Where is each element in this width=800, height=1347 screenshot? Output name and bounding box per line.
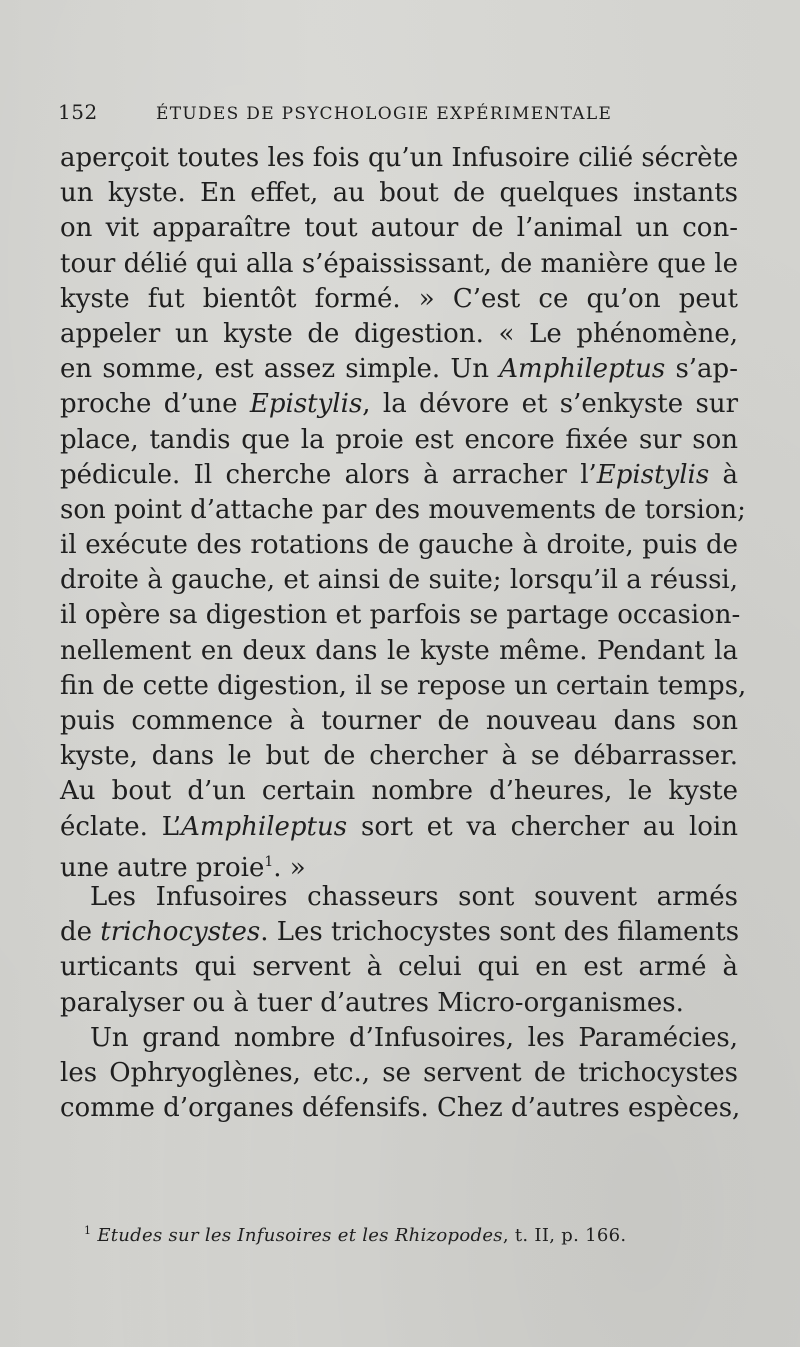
text-line: tour délié qui alla s’épaississant, de manière que le <box>60 248 738 279</box>
text-line: les Ophryoglènes, etc., se servent de trichocystes <box>60 1057 738 1088</box>
text-line: fin de cette digestion, il se repose un certain temps, <box>60 670 747 701</box>
footnote-title: Etudes sur les Infusoires et les Rhizopodes <box>97 1225 503 1246</box>
running-title: ÉTUDES DE PSYCHOLOGIE EXPÉRIMENTALE <box>156 104 613 124</box>
text-line: paralyser ou à tuer d’autres Micro-organismes. <box>60 987 684 1018</box>
text-line: un kyste. En effet, au bout de quelques instants <box>60 178 738 209</box>
text-line: Au bout d’un certain nombre d’heures, le kyste <box>60 776 738 807</box>
text-line: appeler un kyste de digestion. « Le phénomène, <box>60 318 738 349</box>
text-line: Les Infusoires chasseurs sont souvent armés <box>90 881 738 912</box>
text-line: éclate. L’Amphileptus sort et va chercher au loin <box>60 811 738 842</box>
text-line: en somme, est assez simple. Un Amphileptus s’ap- <box>60 354 738 385</box>
text-line: il opère sa digestion et parfois se partage occasion- <box>60 600 741 631</box>
text-line: urticants qui servent à celui qui en est armé à <box>60 952 738 983</box>
text-line: son point d’attache par des mouvements de torsion; <box>60 494 746 525</box>
text-line: kyste, dans le but de chercher à se débarrasser. <box>60 741 738 772</box>
text-line: une autre proie$^1$. » <box>60 852 306 883</box>
text-line: comme d’organes défensifs. Chez d’autres espèces, <box>60 1093 741 1124</box>
body-text <box>60 141 747 1126</box>
footnote-mark: 1 <box>84 1224 92 1237</box>
text-line: on vit apparaître tout autour de l’animal un con- <box>60 213 738 244</box>
text-line: place, tandis que la proie est encore fixée sur son <box>60 424 738 455</box>
page-header <box>58 96 738 132</box>
text-line: droite à gauche, et ainsi de suite; lorsqu’il a réussi, <box>60 565 738 596</box>
text-line: Un grand nombre d’Infusoires, les Paramécies, <box>90 1022 738 1053</box>
text-line: pédicule. Il cherche alors à arracher l’Epistylis à <box>60 459 739 490</box>
text-line: aperçoit toutes les fois qu’un Infusoire cilié sécrète <box>60 143 739 173</box>
text-line: puis commence à tourner de nouveau dans son <box>60 706 738 736</box>
text-line: kyste fut bientôt formé. » C’est ce qu’on peut <box>60 283 738 314</box>
text-line: il exécute des rotations de gauche à droite, puis de <box>60 530 738 561</box>
text-line: de trichocystes. Les trichocystes sont des filaments <box>60 917 740 948</box>
text-line: proche d’une Epistylis, la dévore et s’enkyste sur <box>60 389 738 420</box>
footnote <box>84 1224 704 1246</box>
text-line: nellement en deux dans le kyste même. Pendant la <box>60 635 738 666</box>
footnote-reference: , t. II, p. 166. <box>502 1225 627 1246</box>
page-number: 152 <box>58 100 98 124</box>
